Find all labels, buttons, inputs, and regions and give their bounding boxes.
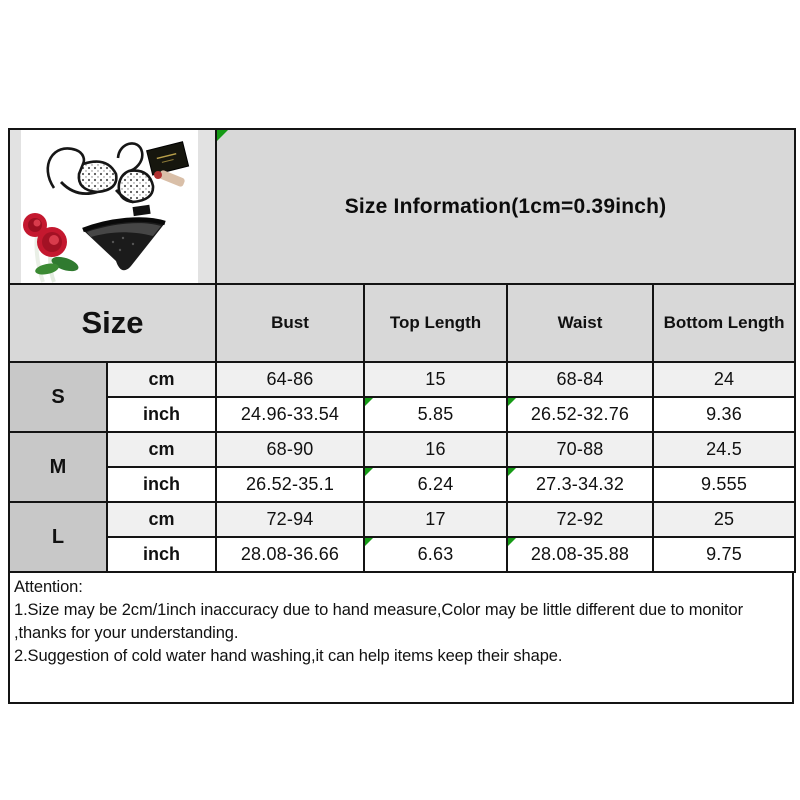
cell-s-cm-bust: 64-86 xyxy=(216,362,364,397)
table-row xyxy=(9,362,795,397)
size-label-m: M xyxy=(9,432,107,502)
cell-l-inch-bust: 28.08-36.66 xyxy=(216,537,364,572)
unit-label-cm: cm xyxy=(107,432,216,467)
unit-label-cm: cm xyxy=(107,502,216,537)
table-row xyxy=(9,432,795,467)
cell-l-cm-bust: 72-94 xyxy=(216,502,364,537)
column-header-size: Size xyxy=(9,284,216,362)
cell-m-inch-bust: 26.52-35.1 xyxy=(216,467,364,502)
cell-l-cm-waist: 72-92 xyxy=(507,502,653,537)
notes-line: ,thanks for your understanding. xyxy=(14,624,239,642)
cell-m-cm-top-length: 16 xyxy=(364,432,507,467)
cell-m-cm-bottom-length: 24.5 xyxy=(653,432,795,467)
cell-m-inch-top-length: 6.24 xyxy=(364,467,507,502)
cell-s-inch-top-length: 5.85 xyxy=(364,397,507,432)
column-header-waist: Waist xyxy=(507,284,653,362)
excel-flag-icon xyxy=(217,130,228,141)
notes-line: 1.Size may be 2cm/1inch inaccuracy due to hand measure,Color may be little different due to monitor xyxy=(14,601,744,619)
notes-heading: Attention: xyxy=(14,578,83,596)
unit-label-inch: inch xyxy=(107,397,216,432)
cell-s-cm-top-length: 15 xyxy=(364,362,507,397)
excel-flag-icon xyxy=(365,468,373,476)
cell-m-cm-waist: 70-88 xyxy=(507,432,653,467)
unit-label-inch: inch xyxy=(107,537,216,572)
table-row xyxy=(9,397,795,432)
excel-flag-icon xyxy=(508,538,516,546)
excel-flag-icon xyxy=(508,468,516,476)
cell-m-cm-bust: 68-90 xyxy=(216,432,364,467)
unit-label-inch: inch xyxy=(107,467,216,502)
cell-l-cm-top-length: 17 xyxy=(364,502,507,537)
unit-label-cm: cm xyxy=(107,362,216,397)
cell-s-inch-bust: 24.96-33.54 xyxy=(216,397,364,432)
product-photo-cell xyxy=(9,129,216,284)
table-row xyxy=(9,502,795,537)
excel-flag-icon xyxy=(508,398,516,406)
column-header-bust: Bust xyxy=(216,284,364,362)
size-chart-sheet xyxy=(8,128,794,704)
cell-l-inch-top-length: 6.63 xyxy=(364,537,507,572)
size-label-l: L xyxy=(9,502,107,572)
size-table xyxy=(8,128,796,573)
cell-s-cm-bottom-length: 24 xyxy=(653,362,795,397)
excel-flag-icon xyxy=(365,398,373,406)
table-row xyxy=(9,467,795,502)
notes-line: 2.Suggestion of cold water hand washing,it can help items keep their shape. xyxy=(14,647,563,665)
column-header-bottom-length: Bottom Length xyxy=(653,284,795,362)
size-info-header-cell xyxy=(216,129,795,284)
cell-s-cm-waist: 68-84 xyxy=(507,362,653,397)
cell-s-inch-bottom-length: 9.36 xyxy=(653,397,795,432)
product-photo xyxy=(21,130,198,283)
cell-l-inch-waist: 28.08-35.88 xyxy=(507,537,653,572)
excel-flag-icon xyxy=(365,538,373,546)
cell-m-inch-waist: 27.3-34.32 xyxy=(507,467,653,502)
column-header-top-length: Top Length xyxy=(364,284,507,362)
size-info-title: Size Information(1cm=0.39inch) xyxy=(344,194,667,218)
lingerie-set-illustration xyxy=(21,130,198,283)
cell-s-inch-waist: 26.52-32.76 xyxy=(507,397,653,432)
attention-notes xyxy=(8,571,794,704)
cell-l-cm-bottom-length: 25 xyxy=(653,502,795,537)
table-row xyxy=(9,537,795,572)
cell-m-inch-bottom-length: 9.555 xyxy=(653,467,795,502)
cell-l-inch-bottom-length: 9.75 xyxy=(653,537,795,572)
size-label-s: S xyxy=(9,362,107,432)
